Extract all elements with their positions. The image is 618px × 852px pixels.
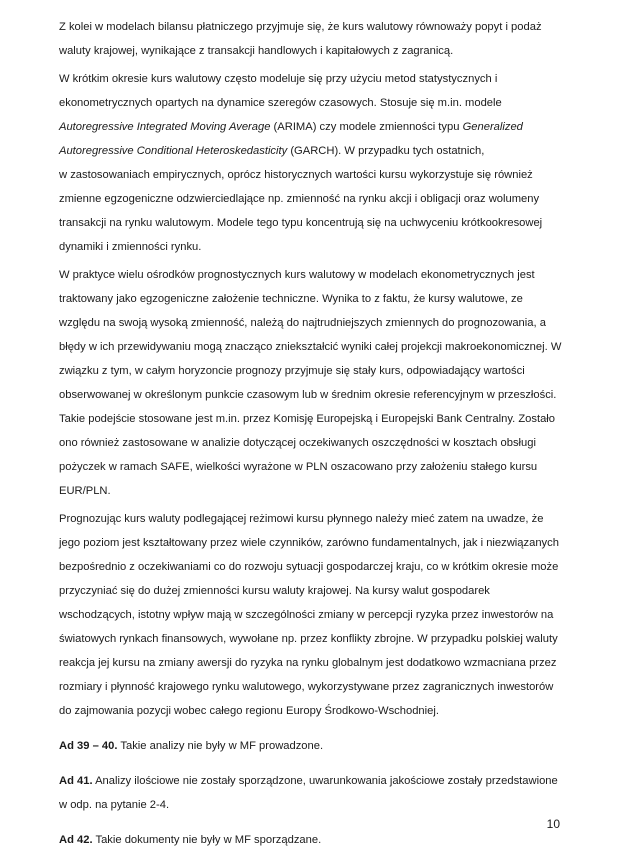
text-line: jego poziom jest kształtowany przez wiele czynników, zarówno fundamentalnych, jak i niezwiązanych — [59, 537, 559, 549]
answer-text: Analizy ilościowe nie zostały sporządzone, uwarunkowania jakościowe zostały przedstawione — [95, 775, 558, 787]
text-line: W praktyce wielu ośrodków prognostycznych kurs walutowy w modelach ekonometrycznych jest — [59, 269, 535, 281]
text-line: W krótkim okresie kurs walutowy często modeluje się przy użyciu metod statystycznych i — [59, 73, 498, 85]
text-line: dynamiki i zmienności rynku. — [59, 241, 202, 253]
text-line — [59, 769, 575, 793]
text-line: ono również zastosowane w analizie dotyczącej oczekiwanych oszczędności w kosztach obsługi — [59, 437, 536, 449]
text-fragment: (GARCH). W przypadku tych ostatnich, — [287, 145, 485, 157]
paragraph-short-term-models — [59, 67, 575, 259]
answer-label: Ad 42. — [59, 834, 93, 846]
text-line: pożyczek w ramach SAFE, wielkości wyrażone w PLN oszacowano przy założeniu stałego kursu — [59, 461, 538, 473]
text-line: Z kolei w modelach bilansu płatniczego przyjmuje się, że kurs walutowy równoważy popyt i podaż — [59, 21, 542, 33]
garch-term-end: Autoregressive Conditional Heteroskedasticity — [59, 145, 288, 157]
text-line: ekonometrycznych opartych na dynamice szeregów czasowych. Stosuje się m.in. modele — [59, 97, 502, 109]
text-line — [59, 734, 575, 758]
text-line: światowych rynkach finansowych, wywołane np. przez konflikty zbrojne. W przypadku polskiej waluty — [59, 633, 558, 645]
text-line: do zajmowania pozycji wobec całego regionu Europy Środkowo-Wschodniej. — [59, 705, 439, 717]
text-line: bezpośrednio z oczekiwaniami co do rozwoju sytuacji gospodarczej kraju, co w krótkim okresie może — [59, 561, 559, 573]
text-line: rozmiary i płynność krajowego rynku walutowego, wykorzystywane przez zagranicznych inwestorów — [59, 681, 554, 693]
text-line: waluty krajowej, wynikające z transakcji handlowych i kapitałowych z zagranicą. — [59, 45, 454, 57]
text-fragment: (ARIMA) czy modele zmienności typu — [270, 121, 463, 133]
page-number: 10 — [546, 817, 560, 831]
paragraph-floating-regime — [59, 507, 575, 723]
text-line: Prognozując kurs waluty podlegającej reżimowi kursu płynnego należy mieć zatem na uwadze, że — [59, 513, 544, 525]
answer-ad-39-40 — [59, 734, 575, 758]
answer-text: Takie dokumenty nie były w MF sporządzane. — [95, 834, 322, 846]
text-line: EUR/PLN. — [59, 485, 111, 497]
garch-term-start: Generalized — [462, 121, 523, 133]
answer-label: Ad 41. — [59, 775, 93, 787]
document-body — [59, 15, 575, 852]
text-line: transakcji na rynku walutowym. Modele tego typu koncentrują się na uchwyceniu krótkookresowej — [59, 217, 543, 229]
text-line: reakcja jej kursu na zmiany awersji do ryzyka na rynku globalnym jest dodatkowo wzmacniana przez — [59, 657, 557, 669]
text-line: traktowany jako egzogeniczne założenie techniczne. Wynika to z faktu, że kursy walutowe, ze — [59, 293, 523, 305]
text-line: zmienne egzogeniczne odzwierciedlające np. zmienność na rynku akcji i obligacji oraz wolumeny — [59, 193, 540, 205]
text-line — [59, 139, 575, 163]
answer-ad-41 — [59, 769, 575, 817]
text-line — [59, 115, 575, 139]
text-line: błędy w ich przewidywaniu mogą znacząco zniekształcić wyniki całej projekcji makroekonomicznej. W — [59, 341, 562, 353]
text-line — [59, 828, 575, 852]
text-line: przyczyniać się do dużej zmienności kursu waluty krajowej. Na kursy walut gospodarek — [59, 585, 490, 597]
paragraph-balance-of-payments — [59, 15, 575, 63]
text-line: wschodzących, istotny wpływ mają w szczególności zmiany w percepcji ryzyka przez inwestorów na — [59, 609, 554, 621]
answer-ad-42 — [59, 828, 575, 852]
text-line: w odp. na pytanie 2-4. — [59, 799, 170, 811]
text-line: obserwowanej w określonym punkcie czasowym lub w średnim okresie referencyjnym w przeszłości. — [59, 389, 557, 401]
text-line: związku z tym, w całym horyzoncie prognozy przyjmuje się stały kurs, odpowiadający wartości — [59, 365, 525, 377]
answer-label: Ad 39 – 40. — [59, 740, 118, 752]
text-line: względu na swoją wysoką zmienność, należą do najtrudniejszych zmiennych do prognozowania, a — [59, 317, 546, 329]
text-line: Takie podejście stosowane jest m.in. przez Komisję Europejską i Europejski Bank Centralny. Zostało — [59, 413, 556, 425]
text-line: w zastosowaniach empirycznych, oprócz historycznych wartości kursu wykorzystuje się również — [59, 169, 533, 181]
arima-term: Autoregressive Integrated Moving Average — [59, 121, 271, 133]
paragraph-exogenous-assumption — [59, 263, 575, 503]
answer-text: Takie analizy nie były w MF prowadzone. — [120, 740, 324, 752]
